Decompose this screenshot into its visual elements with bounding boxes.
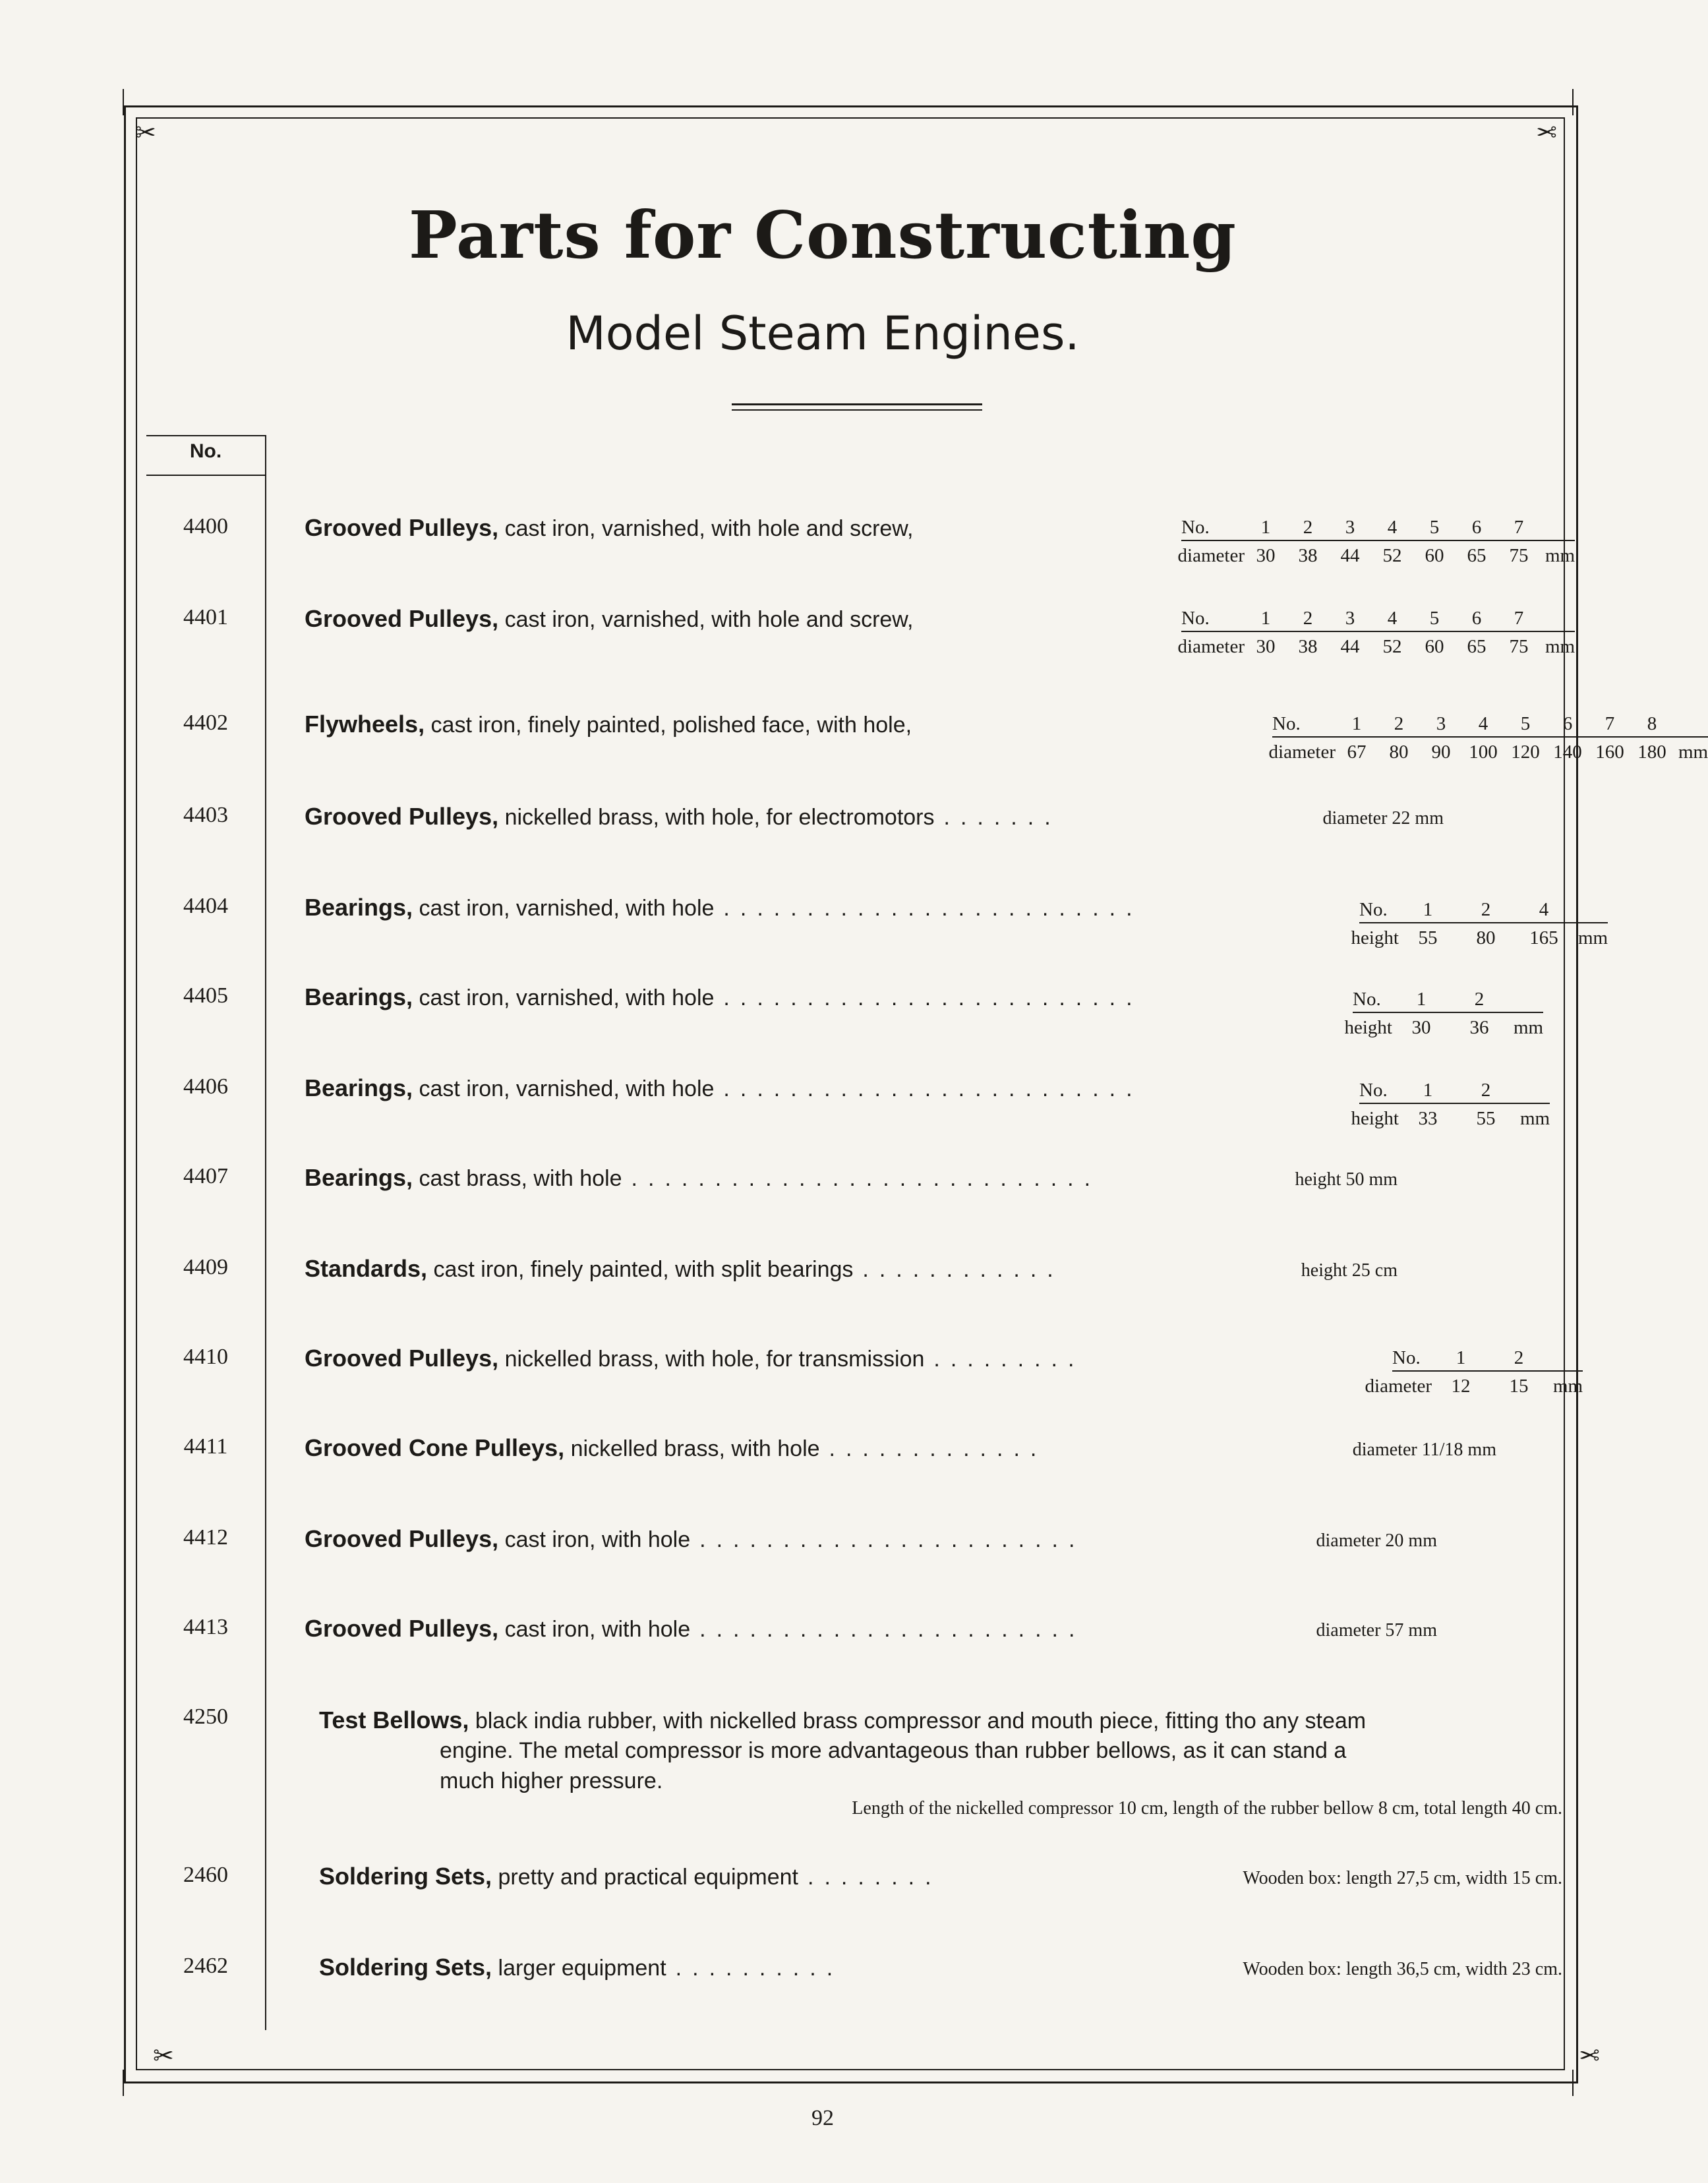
size-value: 30 xyxy=(1411,1017,1431,1038)
size-number: 6 xyxy=(1562,713,1573,734)
list-item xyxy=(146,1525,1562,1598)
item-name: Grooved Pulleys, xyxy=(305,1525,499,1552)
item-description xyxy=(305,1434,1047,1462)
size-value: 38 xyxy=(1298,636,1318,657)
size-number: 2 xyxy=(1474,989,1485,1010)
size-number: 7 xyxy=(1514,517,1524,538)
item-name: Soldering Sets, xyxy=(319,1954,492,1981)
size-value: 60 xyxy=(1425,636,1444,657)
item-description xyxy=(305,894,1143,921)
corner-ornament-icon: ✂ xyxy=(153,2040,174,2069)
list-item xyxy=(146,1074,1562,1147)
page-number: 92 xyxy=(811,2106,834,2130)
item-details: cast iron, varnished, with hole xyxy=(419,896,715,921)
size-value: 80 xyxy=(1476,927,1496,948)
size-value: 36 xyxy=(1469,1017,1489,1038)
list-item xyxy=(146,1434,1562,1507)
item-description xyxy=(319,1863,942,1890)
item-name: Bearings, xyxy=(305,1074,413,1101)
list-item xyxy=(146,803,1562,875)
size-number: 6 xyxy=(1471,608,1482,629)
item-details-continued: much higher pressure. xyxy=(440,1768,663,1793)
item-number: 4407 xyxy=(183,1164,228,1188)
size-value: 160 xyxy=(1595,742,1624,763)
leader-dots: ............. xyxy=(829,1436,1047,1461)
page-title: Parts for Constructing xyxy=(409,198,1237,274)
size-value: 60 xyxy=(1425,545,1444,566)
size-value: 52 xyxy=(1382,545,1402,566)
size-value: 180 xyxy=(1637,742,1666,763)
unit-label: mm xyxy=(1514,1017,1544,1038)
size-value: 75 xyxy=(1509,545,1529,566)
item-number: 4400 xyxy=(183,514,228,538)
item-details: nickelled brass, with hole xyxy=(570,1436,820,1461)
size-number: 8 xyxy=(1647,713,1657,734)
leader-dots: ........ xyxy=(808,1865,942,1890)
item-name: Bearings, xyxy=(305,1164,413,1191)
size-number: 2 xyxy=(1514,1347,1524,1368)
size-value: 75 xyxy=(1509,636,1529,657)
no-label: No. xyxy=(1272,713,1301,734)
size-number: 1 xyxy=(1260,517,1271,538)
item-description xyxy=(305,1615,1085,1643)
leader-dots: ......................... xyxy=(723,896,1143,921)
list-item xyxy=(146,1704,1562,1823)
no-label: No. xyxy=(1359,899,1388,920)
leader-dots: ....... xyxy=(943,805,1061,830)
list-item xyxy=(146,1615,1562,1687)
no-label: No. xyxy=(1359,1080,1388,1101)
unit-label: mm xyxy=(1678,742,1708,763)
leader-dots: ............................ xyxy=(631,1166,1102,1191)
list-item xyxy=(146,1863,1562,1935)
size-value: 140 xyxy=(1553,742,1582,763)
size-table xyxy=(1293,899,1608,949)
item-details-continued: engine. The metal compressor is more advantageous than rubber bellows, as it can stand a xyxy=(440,1738,1347,1763)
item-name: Grooved Pulleys, xyxy=(305,514,499,541)
size-number: 1 xyxy=(1423,1080,1433,1101)
no-label: No. xyxy=(1181,608,1210,629)
item-number: 2462 xyxy=(183,1954,228,1978)
item-details: black india rubber, with nickelled brass compressor and mouth piece, fitting tho any steam xyxy=(475,1708,1367,1733)
list-item xyxy=(146,1164,1562,1237)
size-number: 6 xyxy=(1471,517,1482,538)
unit-label: mm xyxy=(1553,1376,1583,1397)
item-name: Grooved Pulleys, xyxy=(305,1615,499,1642)
corner-ornament-icon: ✂ xyxy=(1579,2040,1600,2069)
item-name: Bearings, xyxy=(305,983,413,1010)
item-details: nickelled brass, with hole, for transmission xyxy=(504,1347,925,1372)
size-number: 4 xyxy=(1387,517,1398,538)
item-description xyxy=(305,514,913,542)
leader-dots: ....................... xyxy=(699,1527,1086,1552)
list-item xyxy=(146,605,1575,678)
item-details: cast iron, varnished, with hole xyxy=(419,985,715,1010)
registration-mark xyxy=(1572,2070,1574,2096)
no-label: No. xyxy=(1392,1347,1421,1368)
size-value: 80 xyxy=(1389,742,1409,763)
item-name: Soldering Sets, xyxy=(319,1863,492,1890)
size-number: 1 xyxy=(1456,1347,1466,1368)
dimension-label: height xyxy=(1351,927,1399,948)
size-number: 7 xyxy=(1514,608,1524,629)
size-value: 44 xyxy=(1340,636,1360,657)
size-value: 65 xyxy=(1467,636,1487,657)
item-name: Grooved Pulleys, xyxy=(305,803,499,830)
registration-mark xyxy=(123,89,124,115)
corner-ornament-icon: ✂ xyxy=(1536,118,1557,147)
unit-label: mm xyxy=(1545,636,1575,657)
size-number: 3 xyxy=(1436,713,1446,734)
item-value: Length of the nickelled compressor 10 cm, length of the rubber bellow 8 cm, total length 40 cm. xyxy=(852,1798,1562,1819)
item-description xyxy=(305,711,912,738)
size-value: 15 xyxy=(1509,1376,1529,1397)
dimension-label: diameter xyxy=(1268,742,1336,763)
item-number: 4405 xyxy=(183,983,228,1008)
item-number: 4401 xyxy=(183,605,228,629)
item-description xyxy=(305,1345,1084,1372)
size-value: 44 xyxy=(1340,545,1360,566)
size-value: 30 xyxy=(1256,545,1276,566)
size-number: 2 xyxy=(1481,899,1491,920)
item-name: Standards, xyxy=(305,1255,428,1282)
item-details: pretty and practical equipment xyxy=(498,1865,798,1890)
item-details: cast iron, varnished, with hole xyxy=(419,1076,715,1101)
list-item xyxy=(146,1954,1562,2026)
page-subtitle: Model Steam Engines. xyxy=(566,306,1080,361)
size-number: 1 xyxy=(1260,608,1271,629)
list-item xyxy=(146,983,1562,1056)
item-number: 4403 xyxy=(183,803,228,827)
size-value: 165 xyxy=(1529,927,1558,948)
size-value: 67 xyxy=(1347,742,1367,763)
leader-dots: ......... xyxy=(933,1347,1085,1372)
size-value: 33 xyxy=(1418,1108,1438,1129)
registration-mark xyxy=(123,2070,124,2096)
item-number: 4402 xyxy=(183,711,228,735)
size-table xyxy=(1115,517,1575,567)
item-value: diameter 22 mm xyxy=(1322,808,1444,829)
unit-label: mm xyxy=(1578,927,1608,948)
number-column-header: No. xyxy=(189,440,222,462)
item-number: 2460 xyxy=(183,1863,228,1887)
item-number: 4404 xyxy=(183,894,228,918)
list-item xyxy=(146,711,1708,783)
size-value: 30 xyxy=(1256,636,1276,657)
item-value: Wooden box: length 36,5 cm, width 23 cm. xyxy=(1243,1959,1562,1979)
column-rule xyxy=(146,435,265,436)
size-number: 3 xyxy=(1345,608,1355,629)
item-number: 4250 xyxy=(183,1704,228,1729)
size-value: 55 xyxy=(1476,1108,1496,1129)
item-name: Grooved Cone Pulleys, xyxy=(305,1434,565,1461)
leader-dots: ............ xyxy=(862,1257,1064,1282)
size-value: 100 xyxy=(1469,742,1498,763)
item-details: cast iron, finely painted, with split bearings xyxy=(433,1257,854,1282)
size-value: 65 xyxy=(1467,545,1487,566)
item-name: Test Bellows, xyxy=(319,1706,469,1733)
size-number: 1 xyxy=(1351,713,1362,734)
list-item xyxy=(146,1345,1583,1417)
item-name: Bearings, xyxy=(305,894,413,921)
item-name: Flywheels, xyxy=(305,711,425,738)
item-details: cast brass, with hole xyxy=(419,1166,622,1191)
item-description xyxy=(305,1074,1143,1102)
item-description xyxy=(305,983,1143,1011)
size-number: 2 xyxy=(1303,608,1313,629)
size-value: 90 xyxy=(1431,742,1451,763)
item-number: 4413 xyxy=(183,1615,228,1639)
item-description xyxy=(305,605,913,633)
item-value: height 25 cm xyxy=(1301,1260,1398,1281)
size-number: 2 xyxy=(1481,1080,1491,1101)
list-item xyxy=(146,1255,1562,1327)
leader-dots: ......................... xyxy=(723,1076,1143,1101)
column-rule xyxy=(146,475,265,476)
registration-mark xyxy=(1572,89,1574,115)
size-number: 7 xyxy=(1605,713,1615,734)
dimension-label: height xyxy=(1351,1108,1399,1129)
item-number: 4406 xyxy=(183,1074,228,1099)
item-value: Wooden box: length 27,5 cm, width 15 cm. xyxy=(1243,1868,1562,1888)
size-number: 3 xyxy=(1345,517,1355,538)
leader-dots: ......................... xyxy=(723,985,1143,1010)
item-description xyxy=(319,1704,1701,1737)
list-item xyxy=(146,894,1608,966)
item-name: Grooved Pulleys, xyxy=(305,605,499,632)
size-table xyxy=(1287,989,1543,1039)
no-label: No. xyxy=(1181,517,1210,538)
size-value: 52 xyxy=(1382,636,1402,657)
unit-label: mm xyxy=(1545,545,1575,566)
item-value: diameter 20 mm xyxy=(1316,1530,1437,1551)
item-details: cast iron, with hole xyxy=(504,1527,691,1552)
leader-dots: .......... xyxy=(675,1956,844,1981)
size-value: 120 xyxy=(1511,742,1540,763)
size-value: 12 xyxy=(1451,1376,1471,1397)
item-value: height 50 mm xyxy=(1295,1169,1398,1190)
size-table xyxy=(1293,1080,1550,1130)
item-description xyxy=(319,1954,843,1981)
item-number: 4410 xyxy=(183,1345,228,1369)
size-number: 4 xyxy=(1539,899,1549,920)
item-description xyxy=(305,1255,1064,1283)
size-number: 4 xyxy=(1478,713,1488,734)
size-number: 2 xyxy=(1303,517,1313,538)
size-number: 5 xyxy=(1429,608,1440,629)
corner-ornament-icon: ✂ xyxy=(135,118,156,147)
item-number: 4409 xyxy=(183,1255,228,1279)
size-number: 1 xyxy=(1423,899,1433,920)
item-details: cast iron, varnished, with hole and screw, xyxy=(504,516,914,541)
title-divider xyxy=(732,403,982,411)
item-description xyxy=(305,1164,1101,1192)
size-number: 4 xyxy=(1387,608,1398,629)
item-name: Grooved Pulleys, xyxy=(305,1345,499,1372)
size-number: 2 xyxy=(1394,713,1404,734)
item-details: larger equipment xyxy=(498,1956,666,1981)
unit-label: mm xyxy=(1520,1108,1550,1129)
item-details: cast iron, finely painted, polished face, with hole, xyxy=(430,713,912,738)
item-details: cast iron, with hole xyxy=(504,1617,691,1642)
item-details: nickelled brass, with hole, for electromotors xyxy=(504,805,935,830)
size-number: 1 xyxy=(1416,989,1427,1010)
size-table xyxy=(1115,608,1575,658)
size-number: 5 xyxy=(1429,517,1440,538)
dimension-label: diameter xyxy=(1177,545,1245,566)
no-label: No. xyxy=(1353,989,1381,1010)
item-number: 4411 xyxy=(183,1434,228,1459)
dimension-label: diameter xyxy=(1177,636,1245,657)
item-details: cast iron, varnished, with hole and screw, xyxy=(504,607,914,632)
size-value: 55 xyxy=(1418,927,1438,948)
leader-dots: ....................... xyxy=(699,1617,1086,1642)
item-number: 4412 xyxy=(183,1525,228,1550)
size-table xyxy=(1206,713,1708,763)
size-value: 38 xyxy=(1298,545,1318,566)
dimension-label: diameter xyxy=(1365,1376,1432,1397)
item-value: diameter 11/18 mm xyxy=(1352,1440,1496,1460)
size-number: 5 xyxy=(1520,713,1531,734)
list-item xyxy=(146,514,1575,587)
size-table xyxy=(1307,1347,1583,1397)
dimension-label: height xyxy=(1344,1017,1392,1038)
item-value: diameter 57 mm xyxy=(1316,1620,1437,1641)
item-description xyxy=(305,1525,1085,1553)
item-description xyxy=(305,803,1061,830)
